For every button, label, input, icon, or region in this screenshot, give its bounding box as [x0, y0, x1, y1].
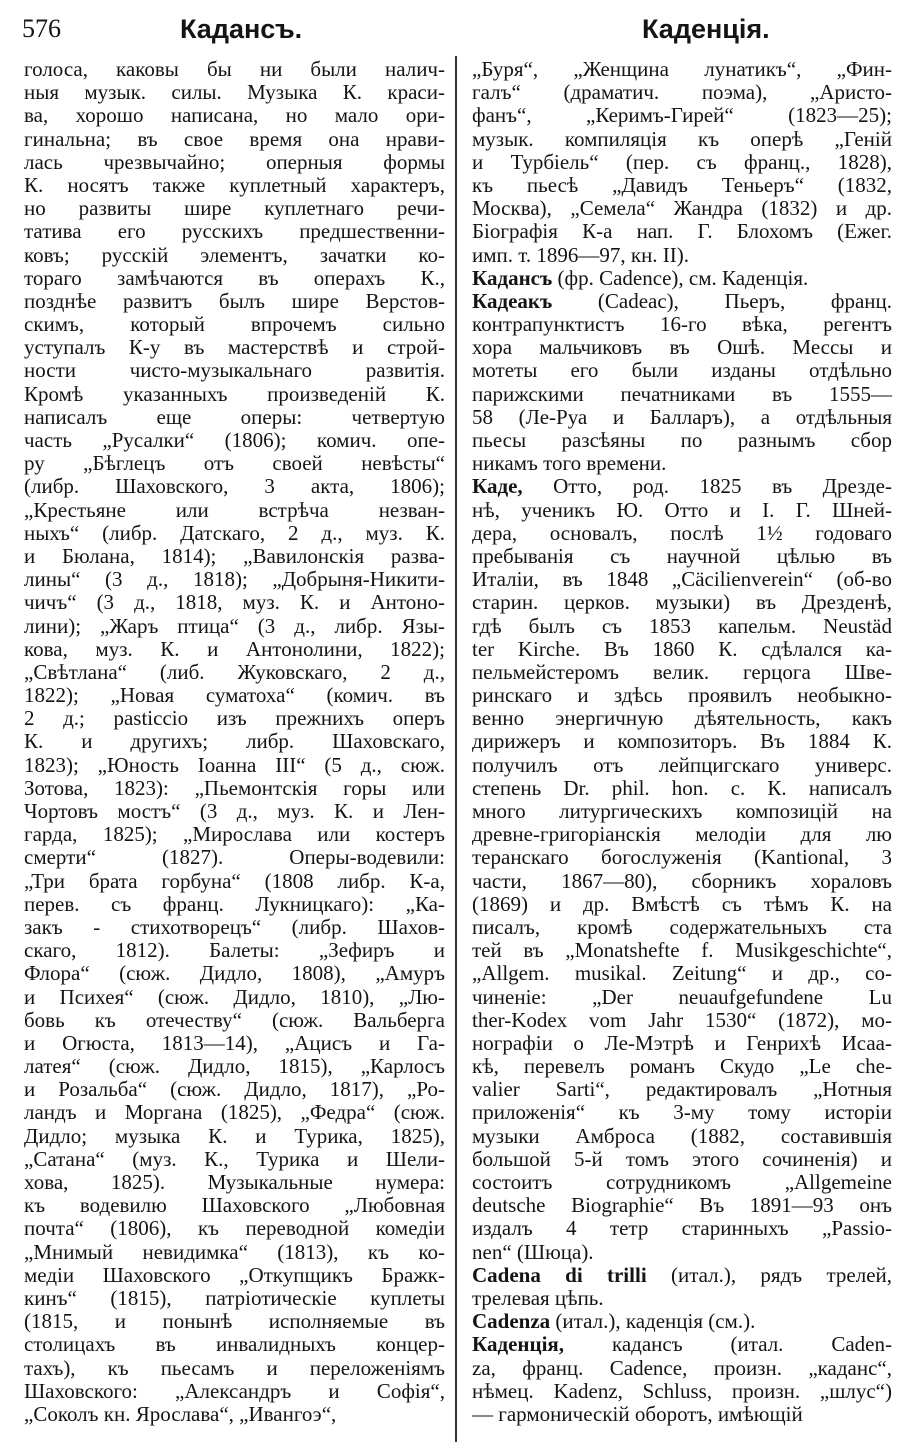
line-text: (1869) и др. Вмѣстѣ съ тѣмъ К. на	[472, 891, 892, 916]
text-line	[24, 1241, 445, 1264]
line-text: лины“ (3 д., 1818); „Добрыня-Никити-	[24, 567, 445, 592]
line-text: — гармоническій оборотъ, имѣющій	[472, 1401, 803, 1426]
line-text: мотеты его были изданы отдѣльно	[472, 358, 892, 383]
text-line	[472, 615, 892, 638]
line-text: гдѣ былъ съ 1853 капельм. Neustäd	[472, 613, 892, 638]
line-text: лась чрезвычайно; оперныя формы	[24, 149, 445, 174]
text-line	[472, 1310, 892, 1333]
line-text: ру „Бѣглецъ отъ своей невѣсты“	[24, 451, 445, 476]
entry-headword: Cadena di trilli	[472, 1262, 647, 1287]
text-line	[24, 638, 445, 661]
page-number: 576	[22, 14, 61, 43]
entry-headword: Каденція,	[472, 1332, 565, 1357]
text-line	[24, 475, 445, 498]
line-text: ter Kirche. Въ 1860 К. сдѣлался ка-	[472, 636, 892, 661]
text-line	[24, 1380, 445, 1403]
entry-headword: Каде,	[472, 474, 523, 499]
text-line	[24, 383, 445, 406]
text-line	[24, 151, 445, 174]
text-line	[24, 174, 445, 197]
text-line	[24, 406, 445, 429]
text-line	[472, 591, 892, 614]
text-line	[472, 452, 892, 475]
text-line	[472, 522, 892, 545]
text-line	[24, 290, 445, 313]
text-line	[472, 707, 892, 730]
line-text: ther-Kodex vom Jahr 1530“ (1872), мо-	[472, 1007, 892, 1032]
line-text: кинъ“ (1815), патріотическіе куплеты	[24, 1285, 445, 1310]
text-line	[24, 1078, 445, 1101]
text-line	[472, 1125, 892, 1148]
right-column	[472, 58, 892, 1426]
line-text: ности чисто-музыкальнаго развитія.	[24, 358, 445, 383]
text-line	[24, 893, 445, 916]
text-line	[24, 730, 445, 753]
entry-headword: Кадеакъ	[472, 288, 553, 313]
line-text: позднѣе развитъ былъ шире Верстов-	[24, 288, 445, 313]
line-text: фанъ“, „Керимъ-Гирей“ (1823—25);	[472, 103, 892, 128]
text-line	[24, 1032, 445, 1055]
line-text: гинальна; въ свое время она нрави-	[24, 126, 445, 151]
text-line	[472, 429, 892, 452]
line-text: къ водевилю Шаховского „Любовная	[24, 1193, 445, 1218]
text-line	[24, 707, 445, 730]
text-line	[24, 336, 445, 359]
text-line	[24, 1101, 445, 1124]
text-line	[24, 452, 445, 475]
line-text: и Психея“ (сюж. Дидло, 1810), „Лю-	[24, 984, 445, 1009]
text-line	[472, 267, 892, 290]
text-line	[472, 1101, 892, 1124]
line-text: пьесы разсѣяны по разнымъ сбор	[472, 428, 892, 452]
line-text: nen“ (Шюца).	[472, 1239, 594, 1264]
line-text: ныя музык. силы. Музыка К. краси-	[24, 80, 445, 105]
text-line	[24, 1148, 445, 1171]
line-text: ландъ и Моргана (1825), „Федра“ (сюж.	[24, 1100, 445, 1125]
text-line	[24, 568, 445, 591]
text-line	[472, 730, 892, 753]
line-text: къ пьесѣ „Давидъ Теньеръ“ (1832,	[472, 172, 892, 197]
line-text: дирижеръ и композиторъ. Въ 1884 К.	[472, 729, 892, 754]
text-line	[24, 1009, 445, 1032]
text-line	[472, 383, 892, 406]
text-line	[24, 1357, 445, 1380]
text-line	[24, 1217, 445, 1240]
line-text: и Розальба“ (сюж. Дидло, 1817), „Ро-	[24, 1077, 445, 1102]
text-line	[472, 499, 892, 522]
line-text: valier Sarti“, редактировалъ „Нотныя	[472, 1077, 892, 1102]
text-line	[472, 1009, 892, 1032]
text-line	[472, 151, 892, 174]
line-text: „Соколъ кн. Ярослава“, „Ивангоэ“,	[24, 1401, 337, 1426]
line-text: имп. т. 1896—97, кн. II).	[472, 242, 690, 267]
text-line	[24, 220, 445, 243]
line-text: Чортовъ мостъ“ (3 д., муз. К. и Лен-	[24, 799, 445, 823]
line-text: Дидло; музыка К. и Турика, 1825),	[24, 1123, 445, 1148]
line-text: „Свѣтлана“ (либ. Жуковскаго, 2 д.,	[24, 659, 445, 684]
text-line	[472, 197, 892, 220]
text-line	[472, 1194, 892, 1217]
text-line	[24, 1310, 445, 1333]
line-text: степень Dr. phil. hon. c. К. написалъ	[472, 775, 892, 800]
text-line	[24, 1264, 445, 1287]
line-text: лини); „Жаръ птица“ (3 д., либр. Язы-	[24, 613, 445, 638]
text-line	[24, 81, 445, 104]
line-text: чиненіе: „Der neuaufgefundene Lu	[472, 984, 892, 1009]
line-text: бовь къ отечеству“ (сюж. Вальберга	[24, 1007, 445, 1032]
line-text: музыки Амброса (1882, составившія	[472, 1123, 892, 1148]
text-line	[472, 916, 892, 939]
text-line	[24, 870, 445, 893]
text-line	[472, 893, 892, 916]
text-line	[472, 1333, 892, 1356]
line-text: писалъ, кромѣ содержательныхъ ста	[472, 914, 892, 939]
line-text: части, 1867—80), сборникъ хораловъ	[472, 868, 892, 893]
text-line	[472, 777, 892, 800]
line-text: никамъ того времени.	[472, 451, 667, 476]
line-text: 1823); „Юность Іоанна III“ (5 д., сюж.	[24, 752, 445, 777]
line-text: теранскаго богослуженія (Kantional, 3	[472, 845, 892, 870]
text-line	[24, 1403, 445, 1426]
line-text: издалъ 4 тетр старинныхъ „Passio-	[472, 1216, 892, 1241]
column-divider	[455, 56, 457, 1442]
line-text: голоса, каковы бы ни были налич-	[24, 57, 445, 81]
line-text: „Буря“, „Женщина лунатикъ“, „Фин-	[472, 57, 892, 81]
line-text: пельмейстеромъ велик. герцога Шве-	[472, 659, 892, 684]
text-line	[472, 1287, 892, 1310]
text-line	[472, 684, 892, 707]
line-text: уступалъ К-у въ мастерствѣ и строй-	[24, 335, 445, 360]
line-text: ковъ; русскій элементъ, зачатки ко-	[24, 242, 445, 267]
line-text: и Турбіель“ (пер. съ франц., 1828),	[472, 149, 892, 174]
left-column	[24, 58, 445, 1426]
line-text: „Мнимый невидимка“ (1813), къ ко-	[24, 1239, 445, 1264]
line-text: тораго замѣчаются въ операхъ К.,	[24, 265, 445, 290]
line-text: тей въ „Monatshefte f. Musikgeschichte“,	[472, 938, 892, 963]
text-line	[24, 777, 445, 800]
text-line	[24, 1287, 445, 1310]
line-text: 2 д.; pasticcio изъ прежнихъ оперъ	[24, 706, 445, 731]
text-line	[24, 1171, 445, 1194]
text-line	[472, 823, 892, 846]
line-text: почта“ (1806), къ переводной комедіи	[24, 1216, 445, 1241]
line-text: чичъ“ (3 д., 1818, муз. К. и Антоно-	[24, 590, 445, 615]
entry-headword: Cadenza	[472, 1309, 551, 1334]
text-line	[24, 1333, 445, 1356]
line-text: Флора“ (сюж. Дидло, 1808), „Амуръ	[24, 961, 445, 986]
line-text: Зотова, 1823): „Пьемонтскія горы или	[24, 775, 445, 800]
line-text: татива его русскихъ предшественни-	[24, 219, 445, 244]
text-line	[472, 568, 892, 591]
text-line	[24, 754, 445, 777]
line-text: медіи Шаховского „Откупщикъ Бражк-	[24, 1262, 445, 1287]
line-text: 58 (Ле-Руа и Балларъ), а отдѣльныя	[472, 404, 892, 429]
text-line	[24, 823, 445, 846]
line-text: часть „Русалки“ (1806); комич. опе-	[24, 428, 445, 452]
line-text: Біографія К-а нап. Г. Блохомъ (Ежег.	[472, 219, 892, 244]
line-text: старин. церков. музыки) въ Дрезденѣ,	[472, 590, 892, 615]
text-line	[472, 1241, 892, 1264]
text-line	[472, 545, 892, 568]
line-text: пребыванія съ научной цѣлью въ	[472, 543, 892, 568]
line-text: „Крестьяне или встрѣча незван-	[24, 497, 445, 522]
line-text: столицахъ въ инвалидныхъ концер-	[24, 1332, 445, 1357]
text-line	[24, 128, 445, 151]
text-line	[24, 197, 445, 220]
text-line	[472, 220, 892, 243]
line-text: К. и другихъ; либр. Шаховскаго,	[24, 729, 445, 754]
line-text: написалъ еще оперы: четвертую	[24, 404, 445, 429]
text-line	[24, 429, 445, 452]
text-line	[472, 962, 892, 985]
text-line	[24, 313, 445, 336]
line-text: гарда, 1825); „Мирослава или костеръ	[24, 822, 445, 847]
line-text: (фр. Cadence), см. Каденція.	[552, 265, 809, 290]
line-text: ва, хорошо написана, но мало ори-	[24, 103, 445, 128]
line-text: Кромѣ указанныхъ произведеній К.	[24, 381, 445, 406]
line-text: венно энергичную дѣятельность, какъ	[472, 706, 892, 731]
line-text: и Бюлана, 1814); „Вавилонскія разва-	[24, 543, 445, 568]
line-text: древне-григоріанскія мелодіи для лю	[472, 822, 892, 847]
text-line	[472, 754, 892, 777]
text-line	[24, 1055, 445, 1078]
line-text: (Cadeac), Пьеръ, франц.	[552, 288, 892, 313]
text-line	[472, 1357, 892, 1380]
entry-headword: Кадансъ	[472, 265, 553, 290]
line-text: (итал.), рядъ трелей,	[646, 1262, 893, 1287]
text-line	[472, 1217, 892, 1240]
line-text: закъ - стихотворецъ“ (либр. Шахов-	[24, 914, 445, 939]
line-text: кѣ, перевелъ романъ Скудо „Le che-	[472, 1054, 892, 1079]
line-text: „Сатана“ (муз. К., Турика и Шели-	[24, 1146, 445, 1171]
line-text: ныхъ“ (либр. Датскаго, 2 д., муз. К.	[24, 520, 445, 545]
text-line	[472, 406, 892, 429]
line-text: Москва), „Семела“ Жандра (1832) и др.	[472, 196, 892, 221]
line-text: „Allgem. musikal. Zeitung“ и др., со-	[472, 961, 892, 986]
text-line	[472, 81, 892, 104]
line-text: галъ“ (драматич. поэма), „Аристо-	[472, 80, 892, 105]
line-text: нѣ, ученикъ Ю. Отто и І. Г. Шней-	[472, 497, 892, 522]
line-text: тахъ), къ пьесамъ и переложеніямъ	[24, 1355, 445, 1380]
text-line	[24, 684, 445, 707]
line-text: „Три брата горбуна“ (1808 либр. К-а,	[24, 868, 445, 893]
line-text: К. носятъ также куплетный характеръ,	[24, 172, 445, 197]
line-text: состоитъ сотрудникомъ „Allgemeine	[472, 1170, 892, 1194]
text-line	[24, 986, 445, 1009]
line-text: но развиты шире куплетнаго речи-	[24, 196, 445, 221]
line-text: нѣмец. Kadenz, Schluss, произн. „шлус“)	[472, 1378, 892, 1403]
text-line	[24, 359, 445, 382]
line-text: Италіи, въ 1848 „Cäcilienverein“ (об-во	[472, 567, 892, 592]
text-line	[24, 522, 445, 545]
text-line	[472, 1171, 892, 1194]
text-line	[472, 800, 892, 823]
text-line	[24, 104, 445, 127]
text-line	[472, 104, 892, 127]
line-text: ринскаго и здѣсь проявилъ необыкно-	[472, 683, 892, 708]
text-line	[472, 244, 892, 267]
line-text: скаго, 1812). Балеты: „Зефиръ и	[24, 938, 445, 963]
text-line	[472, 128, 892, 151]
line-text: нографіи о Ле-Мэтрѣ и Генрихѣ Исаа-	[472, 1030, 892, 1055]
line-text: большой 5-й томъ этого сочиненія) и	[472, 1146, 892, 1171]
text-line	[472, 1380, 892, 1403]
text-line	[24, 1125, 445, 1148]
line-text: кова, муз. К. и Антонолини, 1822);	[24, 636, 445, 661]
line-text: (1815, и понынѣ исполняемые въ	[24, 1309, 445, 1334]
text-line	[24, 846, 445, 869]
text-line	[24, 1194, 445, 1217]
text-line	[24, 661, 445, 684]
text-line	[472, 870, 892, 893]
text-line	[24, 962, 445, 985]
text-line	[472, 313, 892, 336]
text-line	[24, 916, 445, 939]
text-line	[24, 615, 445, 638]
line-text: перев. съ франц. Лукницкаго): „Ка-	[24, 891, 445, 916]
text-line	[472, 290, 892, 313]
text-line	[24, 939, 445, 962]
text-line	[472, 1032, 892, 1055]
text-line	[24, 591, 445, 614]
line-text: смерти“ (1827). Оперы-водевили:	[24, 845, 445, 870]
line-text: 1822); „Новая суматоха“ (комич. въ	[24, 683, 445, 708]
line-text: (итал.), каденція (см.).	[550, 1309, 756, 1334]
text-line	[24, 499, 445, 522]
line-text: хора мальчиковъ въ Ошѣ. Мессы и	[472, 335, 892, 360]
running-head-right: Каденція.	[642, 14, 770, 44]
line-text: скимъ, который впрочемъ сильно	[24, 312, 445, 337]
text-line	[472, 661, 892, 684]
text-line	[472, 336, 892, 359]
text-line	[24, 545, 445, 568]
line-text: парижскими печатниками въ 1555—	[472, 381, 892, 406]
text-line	[472, 1148, 892, 1171]
text-line	[472, 475, 892, 498]
text-line	[472, 846, 892, 869]
line-text: и Огюста, 1813—14), „Ацисъ и Га-	[24, 1030, 445, 1055]
line-text: deutsche Biographie“ Въ 1891—93 онъ	[472, 1193, 892, 1218]
line-text: хова, 1825). Музыкальные нумера:	[24, 1170, 445, 1194]
text-line	[472, 359, 892, 382]
line-text: много литургическихъ композицій на	[472, 799, 892, 823]
line-text: Шаховского: „Александръ и Софія“,	[24, 1378, 445, 1403]
line-text: получилъ отъ лейпцигскаго универс.	[472, 752, 892, 777]
line-text: трелевая цѣпь.	[472, 1285, 604, 1310]
line-text: дера, основалъ, послѣ 1½ годоваго	[472, 520, 892, 545]
text-line	[24, 267, 445, 290]
text-line	[472, 939, 892, 962]
page-header	[22, 14, 902, 48]
line-text: (либр. Шаховского, 3 акта, 1806);	[24, 474, 445, 499]
text-line	[472, 1078, 892, 1101]
text-line	[24, 244, 445, 267]
text-line	[472, 986, 892, 1009]
text-line	[24, 58, 445, 81]
line-text: Отто, род. 1825 въ Дрезде-	[522, 474, 892, 499]
text-line	[472, 1264, 892, 1287]
text-line	[24, 800, 445, 823]
line-text: музык. компиляція къ оперѣ „Геній	[472, 126, 892, 151]
running-head-left: Кадансъ.	[180, 14, 303, 44]
line-text: приложенія“ къ 3-му тому исторіи	[472, 1100, 892, 1125]
line-text: za, франц. Cadence, произн. „каданс“,	[472, 1355, 892, 1380]
text-line	[472, 1055, 892, 1078]
text-line	[472, 58, 892, 81]
text-line	[472, 1403, 892, 1426]
line-text: латея“ (сюж. Дидло, 1815), „Карлосъ	[24, 1054, 445, 1079]
line-text: кадансъ (итал. Caden-	[564, 1332, 892, 1357]
line-text: контрапунктистъ 16-го вѣка, регентъ	[472, 312, 892, 337]
text-line	[472, 638, 892, 661]
text-line	[472, 174, 892, 197]
